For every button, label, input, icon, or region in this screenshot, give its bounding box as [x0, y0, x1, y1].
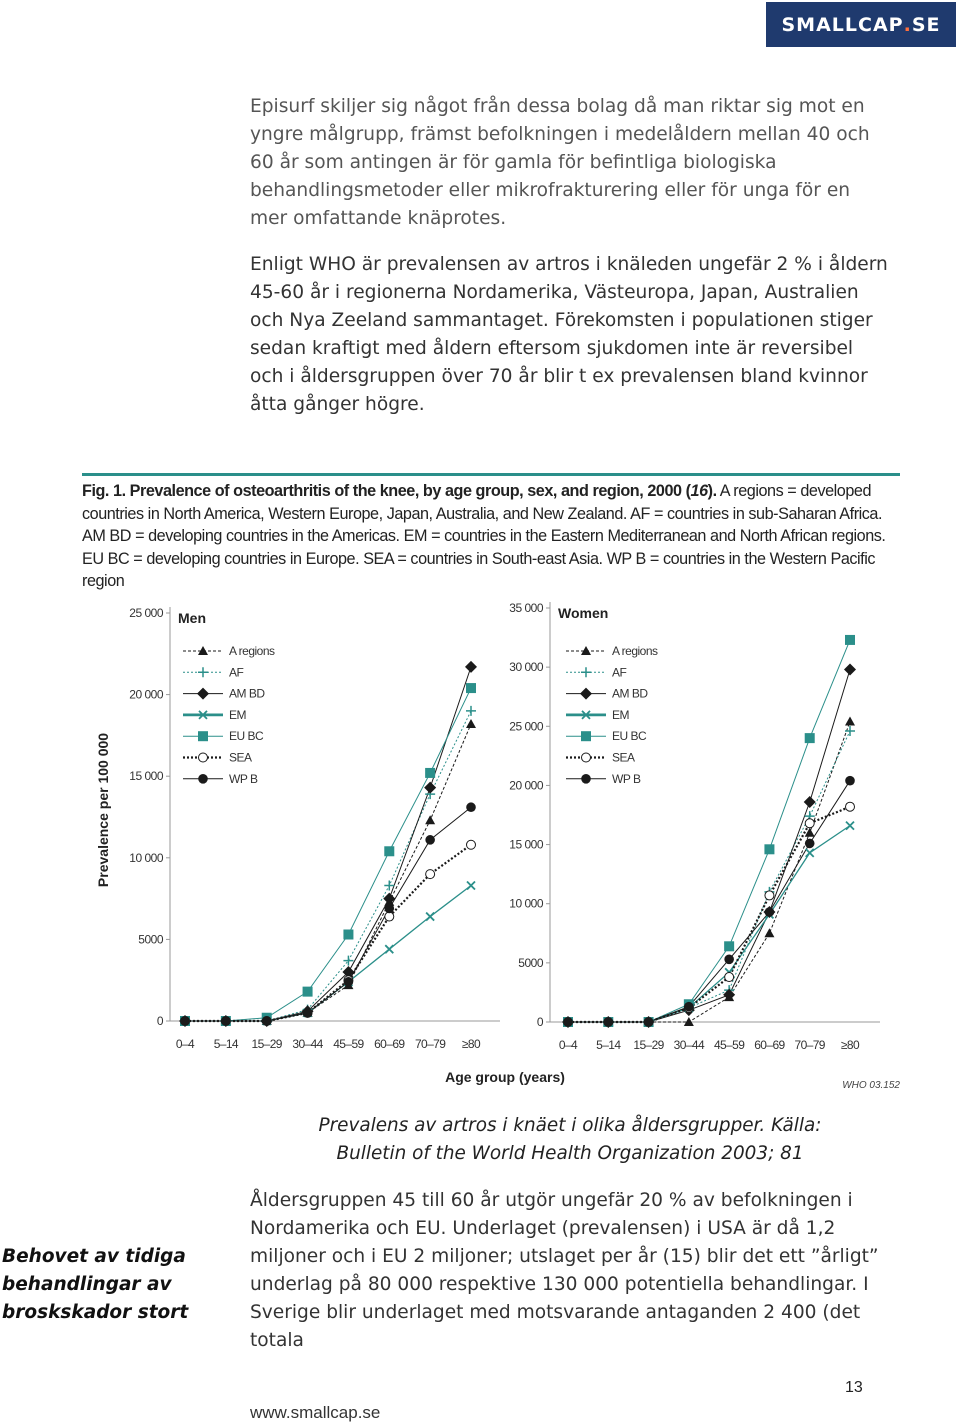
data-point — [221, 1016, 231, 1026]
series-line — [185, 688, 471, 1021]
figure-title-bold: Fig. 1. Prevalence of osteoarthritis of the knee, by age group, sex, and region, 2000 ( — [82, 482, 691, 500]
data-point — [846, 822, 854, 830]
data-point — [181, 1017, 190, 1026]
data-point — [562, 1016, 574, 1028]
data-point — [426, 913, 434, 921]
data-point — [263, 1017, 271, 1025]
data-point — [764, 887, 774, 897]
y-tick-label: 20 000 — [129, 687, 163, 702]
data-point — [684, 1003, 694, 1013]
data-point — [385, 945, 393, 953]
data-point — [221, 1016, 231, 1026]
series-line — [185, 886, 471, 1021]
figure-top-rule — [82, 473, 900, 476]
data-point — [643, 1016, 655, 1028]
legend-marker — [199, 753, 208, 762]
data-point — [603, 1017, 613, 1027]
series-line — [185, 724, 471, 1021]
data-point — [262, 1016, 272, 1026]
legend-marker — [581, 646, 591, 655]
y-tick-label: 15 000 — [509, 837, 543, 852]
data-point — [302, 1005, 314, 1017]
caption-line-2: Bulletin of the World Health Organization 2003; 81 — [336, 1143, 804, 1164]
data-point — [343, 980, 353, 989]
data-point — [384, 904, 394, 914]
data-point — [684, 1003, 693, 1012]
legend-marker — [580, 688, 592, 700]
data-point — [180, 1016, 190, 1026]
data-point — [343, 956, 353, 966]
data-point — [342, 966, 354, 978]
data-point — [845, 776, 855, 786]
legend-marker — [198, 667, 208, 677]
legend-marker — [581, 667, 591, 677]
data-point — [179, 1015, 191, 1027]
market-paragraph: Åldersgruppen 45 till 60 år utgör ungefär 20 % av befolkningen i Nordamerika och EU. Underlaget (prevalensen) i USA är då 1,2 miljoner och i EU 2 miljoner; utslaget per år (15) blir det ett ”årligt” underlag på 80 000 respektive 130 000 potentiella behandlingar. I Sverige blir underlaget med motsvarande antaganden 2 400 (det totala — [250, 1190, 879, 1351]
data-point — [725, 968, 733, 976]
logo-dot: . — [903, 13, 912, 36]
data-point — [384, 846, 394, 856]
y-tick-label: 10 000 — [129, 850, 163, 865]
data-point — [384, 881, 394, 891]
data-point — [343, 930, 353, 940]
legend-label: SEA — [229, 750, 252, 765]
series-line — [568, 781, 850, 1022]
men-chart — [129, 606, 500, 1051]
page-number: 13 — [845, 1379, 863, 1396]
series-line — [568, 640, 850, 1022]
data-point — [425, 768, 435, 778]
data-point — [262, 1016, 272, 1026]
data-point — [684, 999, 694, 1009]
data-point — [644, 1018, 653, 1027]
y-tick-label: 0 — [536, 1015, 543, 1029]
series-line — [568, 722, 850, 1022]
data-point — [603, 1017, 613, 1026]
data-point — [564, 1018, 572, 1026]
data-point — [683, 1004, 695, 1016]
data-point — [221, 1017, 230, 1026]
data-point — [383, 893, 395, 905]
legend-marker — [197, 688, 209, 700]
data-point — [180, 1016, 190, 1025]
figure-title-rest: A regions = developed countries in North America, Western Europe, Japan, Australia, and New Zealand. AF = countries in sub-Saharan Africa. AM BD = developing countries in the Americas. EM = countries in the Eastern Mediterranean and North African regions. EU BC = developing countries in Europe. SEA = countries in South-east Asia. WP B = countries in the Western Pacific region — [82, 482, 886, 590]
data-point — [724, 985, 734, 995]
y-tick-label: 0 — [156, 1014, 163, 1028]
legend — [183, 644, 275, 786]
legend — [566, 644, 658, 786]
legend-marker — [581, 774, 591, 784]
data-point — [303, 987, 313, 997]
legend-label: EU BC — [612, 729, 647, 744]
data-point — [262, 1013, 272, 1023]
series-line — [185, 845, 471, 1021]
intro-paragraph: Episurf skiljer sig något från dessa bolag då man riktar sig mot en yngre målgrupp, främst befolkningen i medelåldern mellan 40 och 60 år som antingen är för gamla för befintliga biologiska behandlingsmetoder eller mikrofrakturering eller för unga för en mer omfattande knäprotes. — [250, 96, 870, 229]
data-point — [845, 635, 855, 645]
data-point — [725, 973, 734, 982]
footer-url: www.smallcap.se — [250, 1403, 381, 1422]
data-point — [466, 683, 476, 693]
x-tick-label: 15–29 — [251, 1037, 282, 1051]
logo-tld-text: SE — [911, 13, 941, 36]
y-tick-label: 30 000 — [509, 660, 543, 675]
series-line — [568, 807, 850, 1022]
data-point — [303, 1008, 313, 1018]
data-point — [262, 1017, 271, 1026]
data-point — [426, 870, 435, 879]
series-line — [185, 807, 471, 1021]
figure-title-bold-end: ). — [707, 482, 717, 500]
data-point — [344, 977, 354, 987]
data-point — [805, 828, 815, 837]
data-point — [644, 1017, 654, 1026]
data-point — [344, 976, 353, 985]
y-tick-label: 10 000 — [509, 896, 543, 911]
x-tick-label: 15–29 — [633, 1038, 664, 1052]
data-point — [303, 1008, 313, 1017]
data-point — [684, 1002, 694, 1012]
women-chart — [509, 601, 880, 1052]
legend-marker — [198, 774, 208, 784]
caption-line-1: Prevalens av artros i knäet i olika åldersgrupper. Källa: — [318, 1115, 822, 1136]
data-point — [602, 1016, 614, 1028]
data-point — [303, 1005, 313, 1015]
data-point — [644, 1017, 654, 1027]
data-point — [465, 661, 477, 673]
data-point — [425, 835, 435, 845]
data-point — [645, 1018, 653, 1026]
y-tick-label: 20 000 — [509, 778, 543, 793]
x-axis-label: Age group (years) — [445, 1069, 565, 1085]
legend-label: A regions — [229, 644, 275, 658]
legend-marker — [582, 753, 591, 762]
data-point — [467, 840, 476, 849]
legend-marker — [198, 646, 208, 655]
data-point — [764, 844, 774, 854]
y-tick-label: 25 000 — [129, 606, 163, 620]
chart-title: Women — [558, 605, 609, 621]
data-point — [805, 811, 815, 821]
legend-label: AF — [229, 665, 244, 680]
data-point — [846, 802, 855, 811]
legend-label: EU BC — [229, 729, 264, 744]
y-tick-label: 5000 — [518, 955, 543, 970]
data-point — [425, 789, 435, 799]
x-tick-label: ≥80 — [840, 1038, 860, 1052]
legend-marker — [199, 711, 207, 719]
x-tick-label: 0–4 — [175, 1037, 195, 1051]
data-point — [805, 733, 815, 743]
legend-marker — [198, 731, 208, 741]
data-point — [604, 1018, 613, 1027]
data-point — [604, 1018, 612, 1026]
data-point — [685, 1004, 693, 1012]
data-point — [466, 706, 476, 716]
data-point — [385, 912, 394, 921]
data-point — [181, 1017, 189, 1025]
data-point — [724, 992, 734, 1001]
data-point — [603, 1017, 613, 1027]
data-point — [467, 882, 475, 890]
data-point — [765, 910, 773, 918]
data-point — [425, 815, 435, 824]
data-point — [845, 726, 855, 736]
data-point — [844, 664, 856, 676]
series-line — [185, 711, 471, 1021]
data-point — [644, 1017, 654, 1027]
series-line — [568, 670, 850, 1022]
data-point — [220, 1015, 232, 1027]
data-point — [466, 802, 476, 812]
data-point — [806, 849, 814, 857]
x-tick-label: 5–14 — [596, 1038, 621, 1052]
data-point — [724, 955, 734, 965]
data-point — [603, 1017, 613, 1027]
y-axis-label: Prevalence per 100 000 — [95, 732, 111, 888]
legend-label: AM BD — [612, 686, 648, 701]
data-point — [764, 928, 774, 937]
data-point — [304, 1009, 312, 1017]
data-point — [805, 839, 815, 849]
legend-label: WP B — [612, 771, 641, 786]
data-point — [684, 1017, 694, 1026]
figure-code: WHO 03.152 — [842, 1080, 900, 1091]
data-point — [222, 1017, 230, 1025]
series-line — [185, 667, 471, 1021]
data-point — [724, 941, 734, 951]
logo-main-text: SMALLCAP — [781, 13, 904, 36]
legend-label: A regions — [612, 644, 658, 658]
data-point — [804, 796, 816, 808]
x-tick-label: 70–79 — [794, 1038, 825, 1052]
data-point — [303, 1008, 312, 1017]
legend-label: EM — [229, 707, 246, 722]
data-point — [221, 1016, 231, 1025]
data-point — [765, 907, 775, 917]
data-point — [180, 1016, 190, 1026]
legend-label: WP B — [229, 771, 258, 786]
data-point — [221, 1016, 231, 1026]
data-point — [424, 782, 436, 794]
x-tick-label: 60–69 — [374, 1037, 405, 1051]
series-line — [568, 731, 850, 1022]
y-tick-label: 25 000 — [509, 719, 543, 734]
data-point — [564, 1018, 573, 1027]
x-tick-label: 5–14 — [213, 1037, 239, 1051]
x-tick-label: 30–44 — [292, 1037, 323, 1051]
series-line — [568, 826, 850, 1022]
data-point — [723, 989, 735, 1001]
data-point — [384, 897, 394, 906]
data-point — [845, 717, 855, 726]
y-tick-label: 35 000 — [509, 601, 543, 615]
legend-label: EM — [612, 707, 629, 722]
data-point — [563, 1017, 573, 1027]
data-point — [765, 891, 774, 900]
figure-caption — [250, 1112, 890, 1168]
data-point — [344, 978, 352, 986]
legend-label: SEA — [612, 750, 635, 765]
data-point — [262, 1016, 272, 1025]
y-tick-label: 15 000 — [129, 769, 163, 784]
legend-marker — [581, 731, 591, 741]
x-tick-label: 0–4 — [558, 1038, 578, 1052]
smallcap-logo — [766, 2, 956, 47]
data-point — [763, 906, 775, 918]
x-tick-label: 70–79 — [414, 1037, 446, 1051]
chart-title: Men — [178, 610, 206, 626]
data-point — [563, 1017, 573, 1026]
x-tick-label: ≥80 — [461, 1037, 481, 1051]
x-tick-label: 45–59 — [713, 1038, 745, 1052]
data-point — [563, 1017, 573, 1027]
figure-title — [82, 480, 900, 593]
legend-label: AM BD — [229, 686, 265, 701]
data-point — [180, 1016, 190, 1026]
y-tick-label: 5000 — [138, 932, 163, 947]
data-point — [563, 1017, 573, 1027]
x-tick-label: 45–59 — [333, 1037, 364, 1051]
who-paragraph: Enligt WHO är prevalensen av artros i knäleden ungefär 2 % i åldern 45-60 år i regionerna Nordamerika, Västeuropa, Japan, Australien och Nya Zeeland sammantaget. Förekomsten i populationen stiger sedan kraftigt med åldern eftersom sjukdomen inte är reversibel och i åldersgruppen över 70 år blir t ex prevalensen bland kvinnor åtta gånger högre. — [250, 254, 888, 415]
legend-marker — [582, 711, 590, 719]
x-tick-label: 60–69 — [754, 1038, 785, 1052]
x-tick-label: 30–44 — [673, 1038, 705, 1052]
data-point — [644, 1017, 654, 1027]
figure-title-ref: 16 — [690, 482, 708, 500]
data-point — [261, 1015, 273, 1027]
data-point — [805, 819, 814, 828]
legend-label: AF — [612, 665, 627, 680]
sidebar-heading: Behovet av tidiga behandlingar av broskskador stort — [2, 1246, 189, 1323]
data-point — [466, 719, 476, 728]
